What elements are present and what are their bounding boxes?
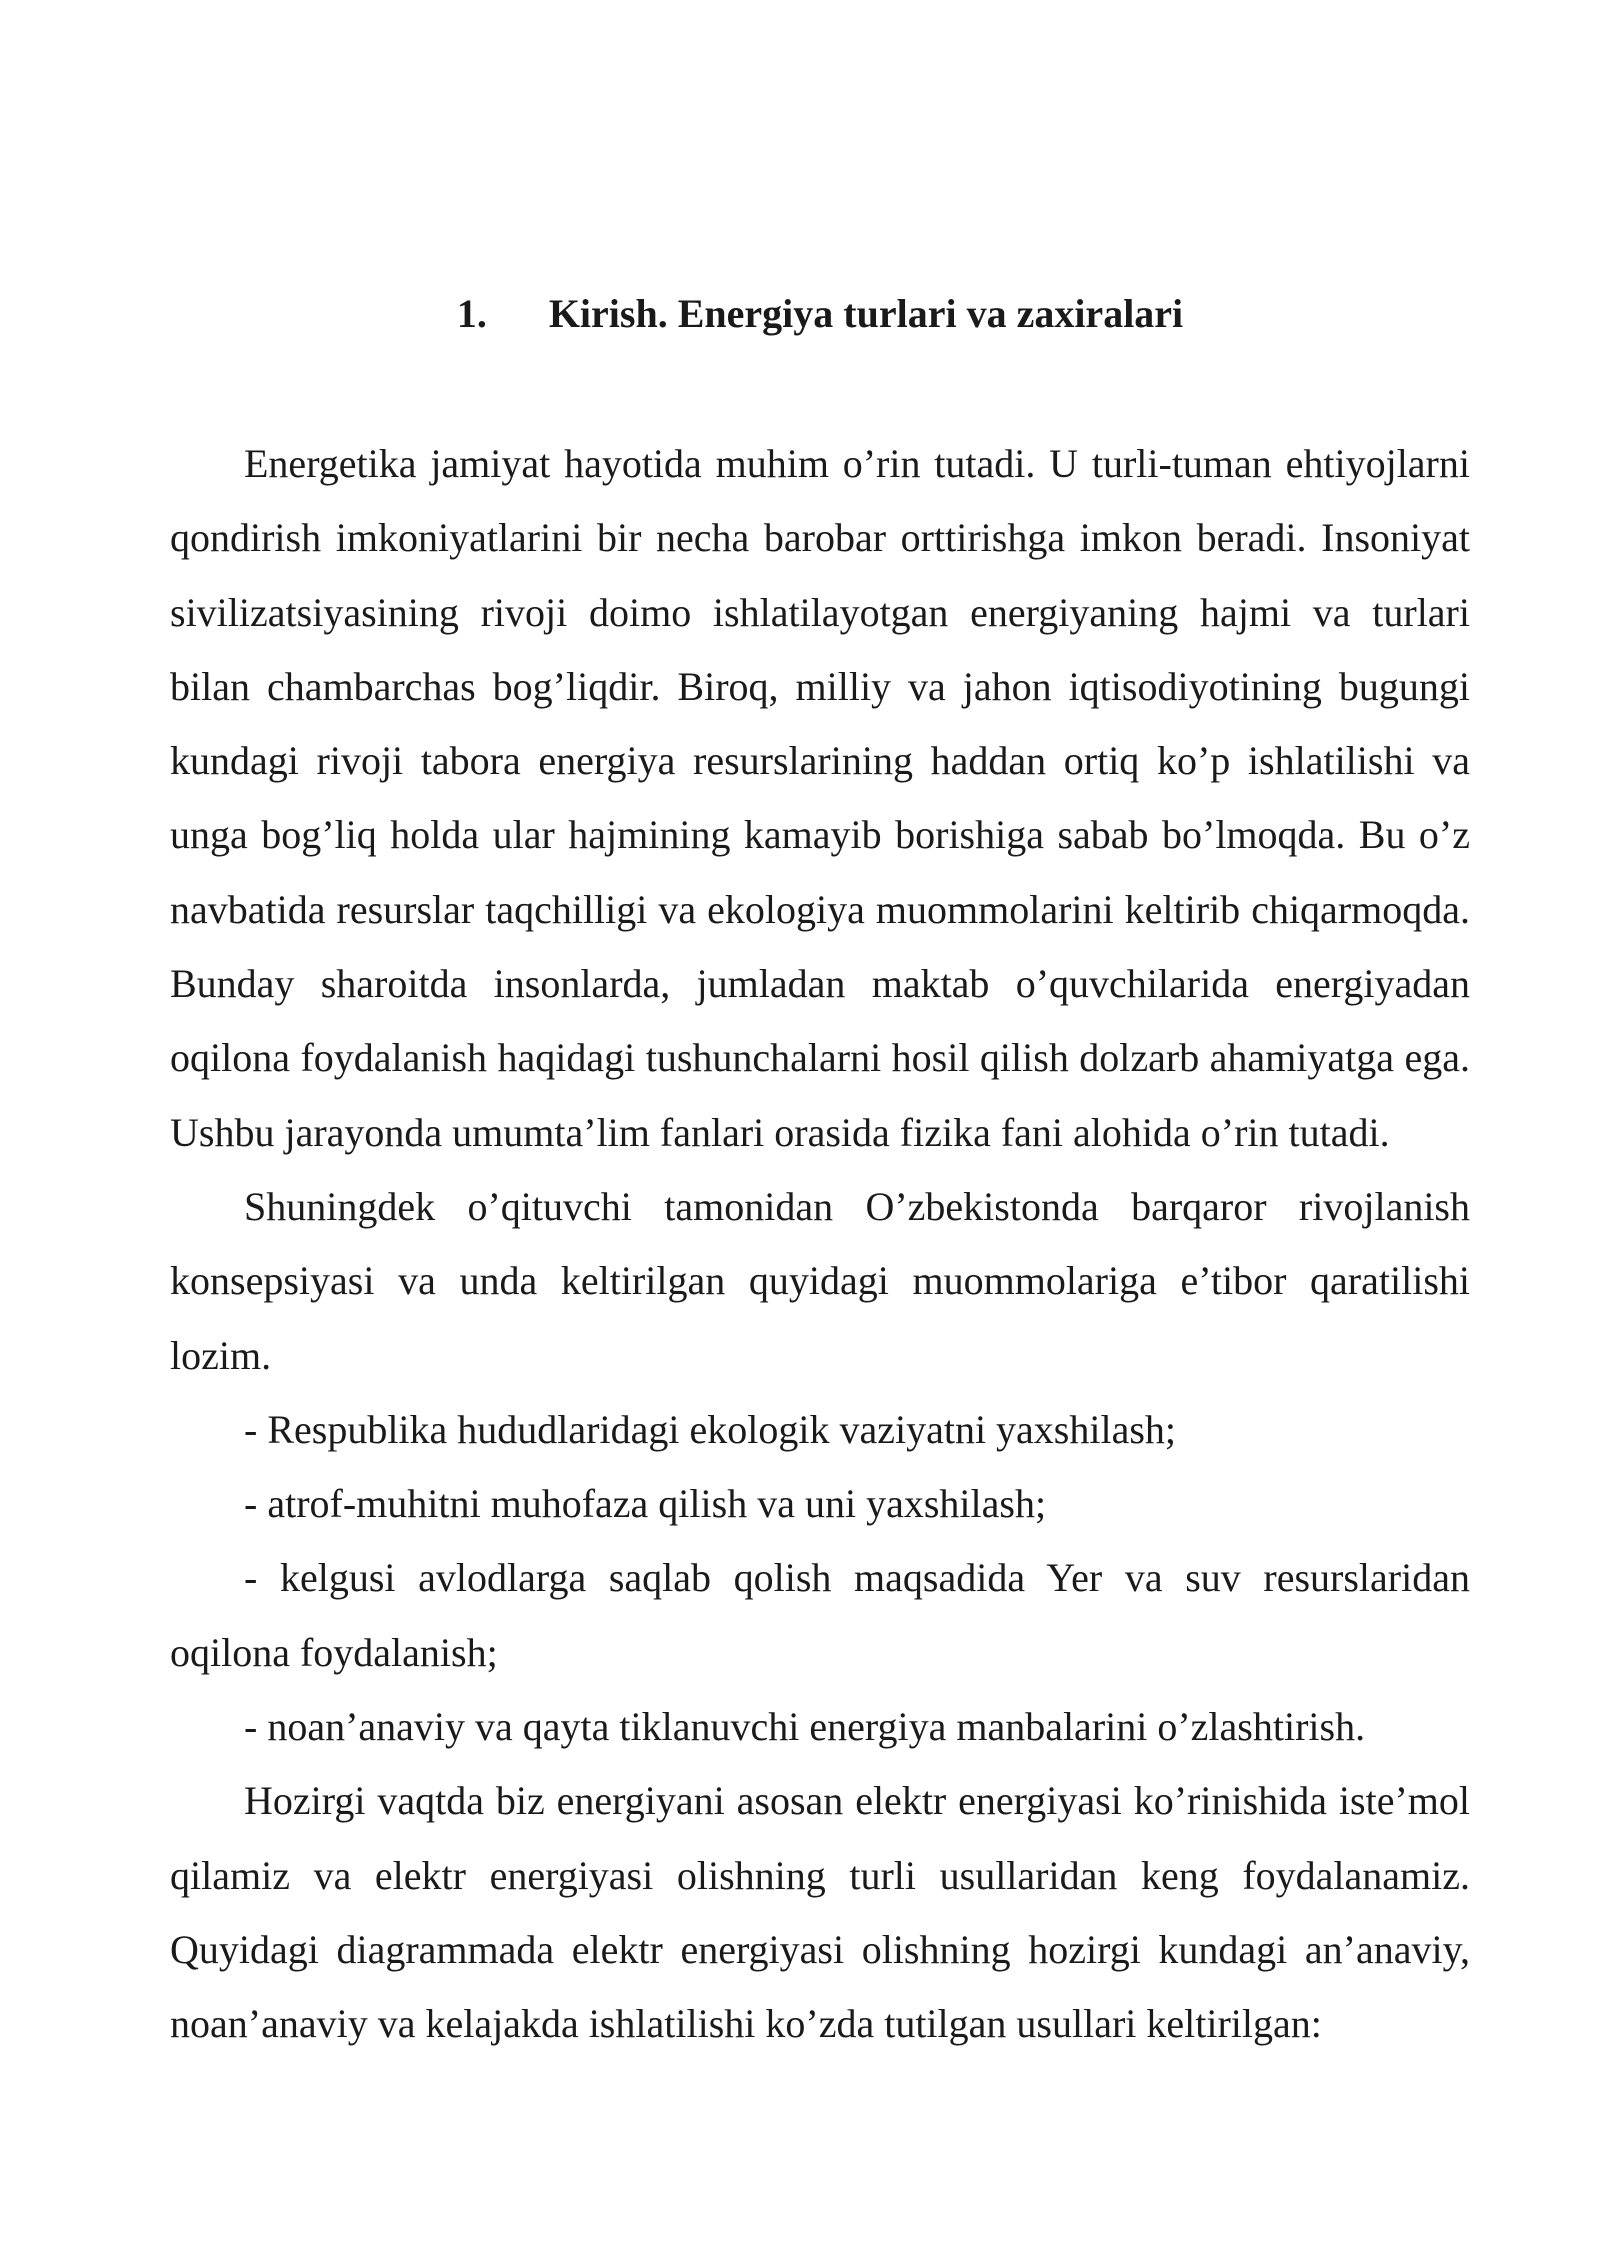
document-body: [170, 427, 1470, 2062]
section-number: 1.: [456, 291, 487, 336]
intro-paragraph: Energetika jamiyat hayotida muhim o’rin tutadi. U turli-tuman ehtiyojlarni qondirish imkoniyatlarini bir necha barobar orttirishga imkon beradi. Insoniyat sivilizatsiyasining rivoji doimo ishlatilayotgan energiyaning hajmi va turlari bilan chambarchas bog’liqdir. Biroq, milliy va jahon iqtisodiyotining bugungi kundagi rivoji tabora energiya resurslarining haddan ortiq ko’p ishlatilishi va unga bog’liq holda ular hajmining kamayib borishiga sabab bo’lmoqda. Bu o’z navbatida resurslar taqchilligi va ekologiya muommolarini keltirib chiqarmoqda. Bunday sharoitda insonlarda, jumladan maktab o’quvchilarida energiyadan oqilona foydalanish haqidagi tushunchalarni hosil qilish dolzarb ahamiyatga ega. Ushbu jarayonda umumta’lim fanlari orasida fizika fani alohida o’rin tutadi.: [170, 441, 1470, 1155]
concept-paragraph: Shuningdek o’qituvchi tamonidan O’zbekistonda barqaror rivojlanish konsepsiyasi va unda keltirilgan quyidagi muommolariga e’tibor qaratilishi lozim.: [170, 1183, 1470, 1378]
closing-paragraph: Hozirgi vaqtda biz energiyani asosan elektr energiyasi ko’rinishida iste’mol qilamiz va elektr energiyasi olishning turli usullaridan keng foydalanamiz. Quyidagi diagrammada elektr energiyasi olishning hozirgi kundagi an’anaviy, noan’anaviy va kelajakda ishlatilishi ko’zda tutilgan usullari keltirilgan:: [170, 1778, 1470, 2047]
list-item: - atrof-muhitni muhofaza qilish va uni yaxshilash;: [244, 1481, 1047, 1527]
list-item: - kelgusi avlodlarga saqlab qolish maqsadida Yer va suv resurslaridan oqilona foydalanish;: [170, 1555, 1470, 1675]
section-title: Kirish. Energiya turlari va zaxiralari: [548, 291, 1184, 336]
section-heading: [170, 286, 1470, 342]
list-item: - Respublika hududlaridagi ekologik vaziyatni yaxshilash;: [244, 1406, 1177, 1452]
list-item: - noan’anaviy va qayta tiklanuvchi energiya manbalarini o’zlashtirish.: [244, 1704, 1366, 1750]
